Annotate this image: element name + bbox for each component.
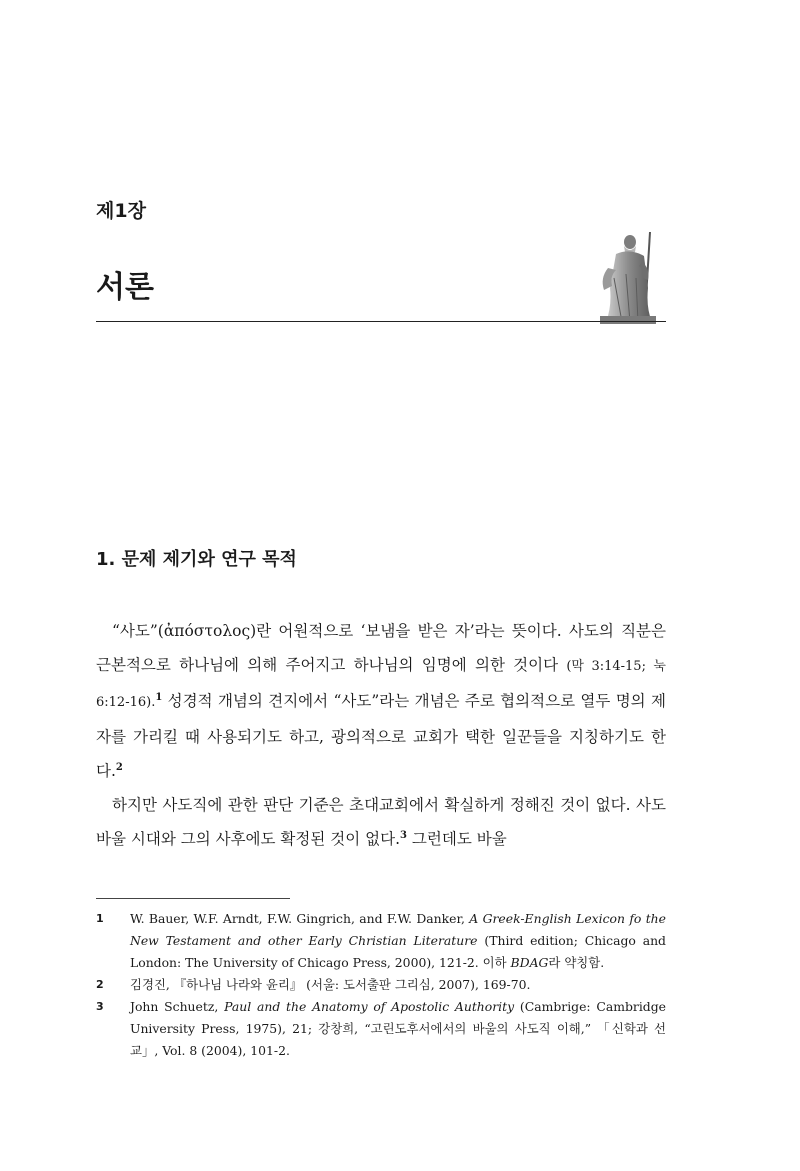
body-text: [96, 614, 666, 856]
paragraph-1-text-a: “사도”(ἀπόστολος)란 어원적으로 ‘보냄을 받은 자’라는 뜻이다. 사도의 직분은 근본적으로 하나님에 의해 주어지고 하나님의 임명에 의한 것이다: [96, 622, 666, 674]
paragraph-1-text-b: 성경적 개념의 견지에서 “사도”라는 개념은 주로 협의적으로 열두 명의 제자를 가리킬 때 사용되기도 하고, 광의적으로 교회가 택한 일꾼들을 지칭하기도 한다.: [96, 692, 666, 780]
footnote-number: 1: [96, 912, 104, 925]
footnote-1-abbreviation: BDAG: [510, 955, 549, 970]
footnote-text: [130, 908, 666, 974]
footnote-1-tail: 라 약칭함.: [548, 955, 605, 970]
footnote-1: [96, 908, 666, 974]
footnote-number: 3: [96, 1000, 104, 1013]
footnotes: [96, 908, 666, 1062]
footnote-3-title: Paul and the Anatomy of Apostolic Authority: [224, 999, 515, 1014]
footnote-number: 2: [96, 978, 104, 991]
footnote-3-author: John Schuetz,: [130, 999, 225, 1014]
section-heading: 1. 문제 제기와 연구 목적: [96, 549, 297, 570]
paragraph-1: [96, 614, 666, 788]
footnote-marker-3[interactable]: 3: [400, 829, 407, 841]
footnote-marker-1[interactable]: 1: [155, 691, 163, 703]
footnote-3-publication: (Cambrige: Cambridge University Press, 1975), 21; 강창희, “고린도후서에서의 바울의 사도직 이해,” 「신학과 선교」, Vol. 8 (2004), 101-2.: [130, 999, 666, 1058]
footnote-1-title: A Greek-English Lexicon fo the New Testament and other Early Christian Literature: [130, 911, 666, 948]
paragraph-2-text-b: 그런데도 바울: [406, 830, 507, 848]
footnote-marker-2[interactable]: 2: [115, 761, 123, 773]
footnote-2: [96, 974, 666, 996]
footnote-text: 김경진, 『하나님 나라와 윤리』 (서울: 도서출판 그리심, 2007), 169-70.: [130, 977, 531, 992]
footnote-separator: [96, 898, 290, 899]
paragraph-2-text-a: 하지만 사도직에 관한 판단 기준은 초대교회에서 확실하게 정해진 것이 없다. 사도 바울 시대와 그의 사후에도 확정된 것이 없다.: [96, 796, 666, 848]
footnote-1-authors: W. Bauer, W.F. Arndt, F.W. Gingrich, and F.W. Danker,: [130, 911, 470, 926]
footnote-3: [96, 996, 666, 1062]
apostle-statue-illustration: [586, 228, 666, 324]
chapter-title: 서론: [96, 270, 154, 305]
chapter-title-rule: [96, 321, 666, 322]
footnote-1-publication: (Third edition; Chicago and London: The University of Chicago Press, 2000), 121-2. 이하: [130, 933, 666, 970]
chapter-label: 제1장: [96, 200, 146, 222]
footnote-text: [130, 996, 666, 1062]
paragraph-2: [96, 788, 666, 856]
scripture-reference: (막 3:14-15; 눅 6:12-16).: [96, 659, 666, 710]
